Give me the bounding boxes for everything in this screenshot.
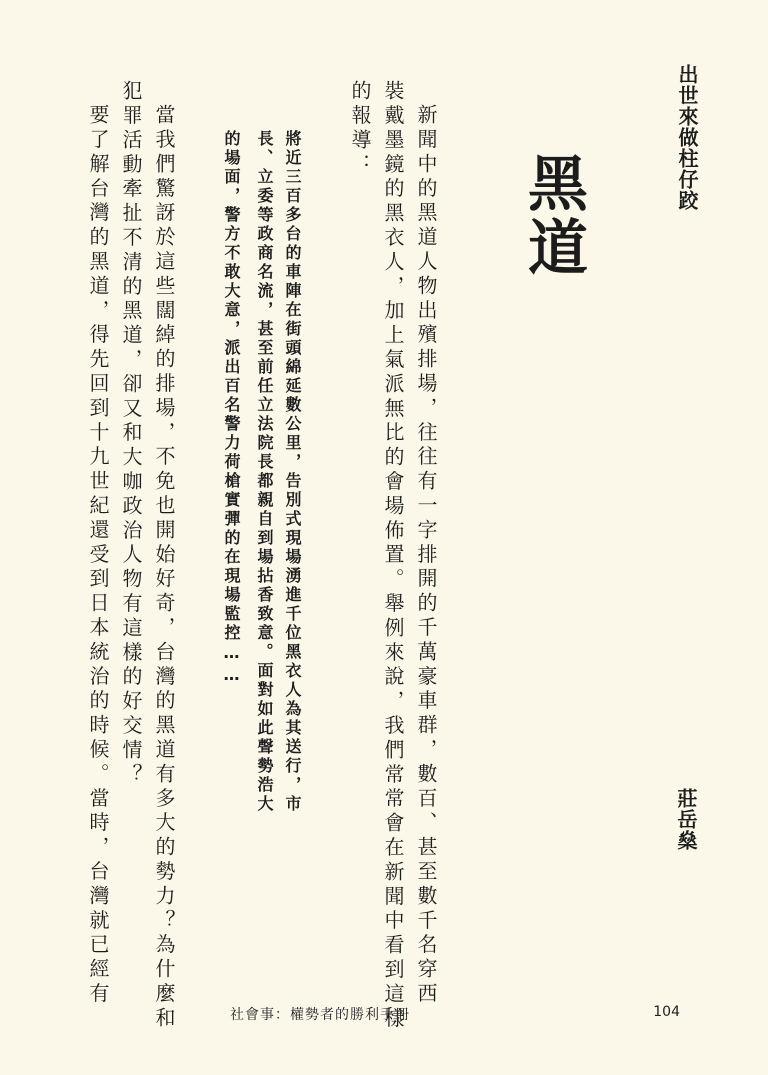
quote-line-2: 長、立委等政商名流，甚至前任立法院長都親自到場拈香致意。面對如此聲勢浩大 [255,130,274,814]
series-title: 出世來做柱仔跤 [675,64,699,211]
body-line-4: 當我們驚訝於這些闊綽的排場，不免也開始好奇，台灣的黑道有多大的勢力？為什麼和 [152,104,176,1032]
quote-line-1: 將近三百多台的車陣在街頭綿延數公里，告別式現場湧進千位黑衣人為其送行，市 [283,130,302,814]
body-line-1: 新聞中的黑道人物出殯排場，往往有一字排開的千萬豪車群，數百、甚至數千名穿西 [414,104,438,1007]
body-line-6: 要了解台灣的黑道，得先回到十九世紀還受到日本統治的時候。當時，台灣就已經有 [86,104,110,1007]
quote-line-3: 的場面，警方不敢大意，派出百名警力荷槍實彈的在現場監控…… [222,130,241,687]
author-name: 莊岳燊 [674,788,698,851]
body-line-2: 裝戴墨鏡的黑衣人，加上氣派無比的會場佈置。舉例來說，我們常常會在新聞中看到這樣 [381,80,405,1032]
article-title: 黑道 [518,152,588,280]
body-line-5: 犯罪活動牽扯不清的黑道，卻又和大咖政治人物有這樣的好交情？ [119,80,143,788]
footer-book-title: 社會事：權勢者的勝利手冊 [230,1007,410,1023]
body-line-3: 的報導： [348,80,372,178]
page-number: 104 [653,1004,680,1020]
